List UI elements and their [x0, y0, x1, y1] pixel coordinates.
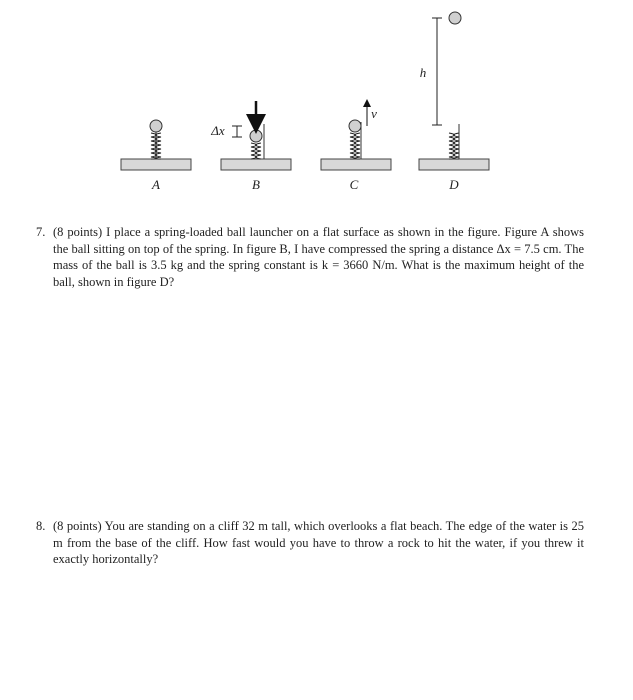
problem-8 [36, 518, 584, 568]
panel-a [121, 120, 191, 192]
panel-d [419, 12, 489, 192]
panel-a-base [121, 159, 191, 170]
panel-d-ball [449, 12, 461, 24]
delta-x-label: Δx [211, 123, 225, 138]
velocity-label: v [371, 106, 377, 121]
panel-b-ball [250, 130, 262, 142]
height-dimension-line [432, 18, 442, 125]
problem-7-number: 7. [36, 225, 46, 239]
panel-c-ball [349, 120, 361, 132]
problem-7-text: (8 points) I place a spring-loaded ball launcher on a flat surface as shown in the figure. Figure A shows the ball sitting on top of the spring. In figure B, I have compressed the spring a distance Δx = 7.5 cm. The mass of the ball is 3.5 kg and the spring constant is k = 3660 N/m. What is the maximum height of the ball, shown in figure D? [53, 225, 584, 289]
panel-b-base [221, 159, 291, 170]
height-label: h [419, 65, 427, 80]
panel-c-spring [350, 133, 360, 159]
panel-b-delta-x-bracket [232, 126, 242, 137]
panel-d-base [419, 159, 489, 170]
panel-a-label: A [152, 177, 160, 192]
panel-d-label: D [449, 177, 459, 192]
panel-b [210, 101, 291, 192]
problem-8-text: (8 points) You are standing on a cliff 32 m tall, which overlooks a flat beach. The edge of the water is 25 m from the base of the cliff. How fast would you have to throw a rock to hit the water, if you threw it exactly horizontally? [53, 519, 584, 566]
panel-c-label: C [349, 177, 359, 192]
panel-c-base [321, 159, 391, 170]
spring-launcher-figure [0, 0, 633, 200]
panel-c [321, 103, 391, 192]
panel-b-label: B [252, 177, 260, 192]
panel-d-spring [449, 133, 459, 159]
panel-a-ball [150, 120, 162, 132]
panel-b-spring [251, 143, 261, 159]
problem-7 [36, 224, 584, 290]
problem-8-number: 8. [36, 519, 46, 533]
